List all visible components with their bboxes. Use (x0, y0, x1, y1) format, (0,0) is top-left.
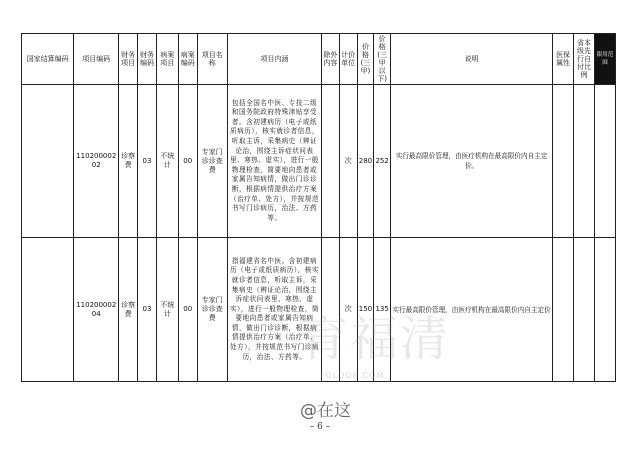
national-code-cell (22, 85, 74, 238)
extra-cell (594, 238, 615, 382)
col-unit: 计价单位 (339, 34, 357, 85)
col-province-ratio: 省本级先行自付比例 (574, 34, 595, 85)
unit-cell: 次 (339, 85, 357, 238)
insurance-cell (553, 85, 574, 238)
price-b-cell: 252 (374, 85, 391, 238)
insurance-cell (553, 238, 574, 382)
province-ratio-cell (574, 238, 595, 382)
price-b-cell: 135 (374, 238, 391, 382)
case-code-cell: 00 (178, 238, 197, 382)
col-extra: 限用范围 (594, 34, 615, 85)
finance-code-cell: 03 (138, 238, 157, 382)
col-finance-item: 财务项目 (119, 34, 138, 85)
case-code-cell: 00 (178, 85, 197, 238)
finance-item-cell: 诊察费 (119, 238, 138, 382)
excluded-cell (322, 85, 340, 238)
col-description: 说明 (391, 34, 553, 85)
col-insurance: 医保属性 (553, 34, 574, 85)
col-case-code: 病案编码 (178, 34, 197, 85)
col-item-code: 项目编码 (74, 34, 119, 85)
item-code-cell: 11020000204 (74, 238, 119, 382)
col-national-code: 国家结算编码 (22, 34, 74, 85)
case-item-cell: 不统计 (156, 238, 178, 382)
description-cell: 实行最高限价管理，由医疗机构在最高限价内自主定价。 (391, 85, 553, 238)
col-price-b: 价格(三甲以下) (374, 34, 391, 85)
description-cell: 实行最高限价管理，由医疗机构在最高限价内自主定价 (391, 238, 553, 382)
watermark-text: 育福清 (300, 311, 451, 367)
price-a-cell: 150 (357, 238, 374, 382)
col-finance-code: 财务编码 (138, 34, 157, 85)
table-row (22, 238, 616, 382)
header-row (22, 34, 616, 85)
price-table (21, 33, 616, 382)
col-item-name: 项目名称 (197, 34, 227, 85)
watermark-url: FQLOOK.COM (320, 371, 385, 380)
item-code-cell: 11020000202 (74, 85, 119, 238)
price-a-cell: 280 (357, 85, 374, 238)
col-price-a: 价格(三甲) (357, 34, 374, 85)
extra-cell (594, 85, 615, 238)
excluded-cell (322, 238, 340, 382)
col-case-item: 病案项目 (156, 34, 178, 85)
author-handle: @在这 (300, 401, 351, 421)
table-row (22, 85, 616, 238)
province-ratio-cell (574, 85, 595, 238)
case-item-cell: 不统计 (156, 85, 178, 238)
page-number: – 6 – (309, 422, 331, 432)
connotation-cell: 指福建省名中医。含初建病历（电子或纸质病历），核实就诊者信息，听取主诉，采集病史（辨证论治，围绕主诉症状问表里、寒热、虚实），进行一般物理检查，简要地向患者或家属告知病情，做出门诊诊断，根据病情提供治疗方案（治疗单、处方），并按规范书写门诊病历，治法、方药等。 (227, 238, 321, 382)
item-name-cell: 专家门诊诊查费 (197, 238, 227, 382)
item-name-cell: 专家门诊诊查费 (197, 85, 227, 238)
connotation-cell: 包括全国名中医、专技二级和国务院政府特殊津贴享受者。含初建病历（电子或纸质病历），核实就诊者信息，听取主诉，采集病史（辨证论治，围绕主诉症状问表里、寒热、虚实），进行一般物理检查，简要地向患者或家属告知病情，做出门诊诊断，根据病情提供治疗方案（治疗单、处方），并按规范书写门诊病历，治法、方药等。 (227, 85, 321, 238)
col-excluded: 除外内容 (322, 34, 340, 85)
unit-cell: 次 (339, 238, 357, 382)
national-code-cell (22, 238, 74, 382)
col-connotation: 项目内涵 (227, 34, 321, 85)
finance-item-cell: 诊察费 (119, 85, 138, 238)
finance-code-cell: 03 (138, 85, 157, 238)
